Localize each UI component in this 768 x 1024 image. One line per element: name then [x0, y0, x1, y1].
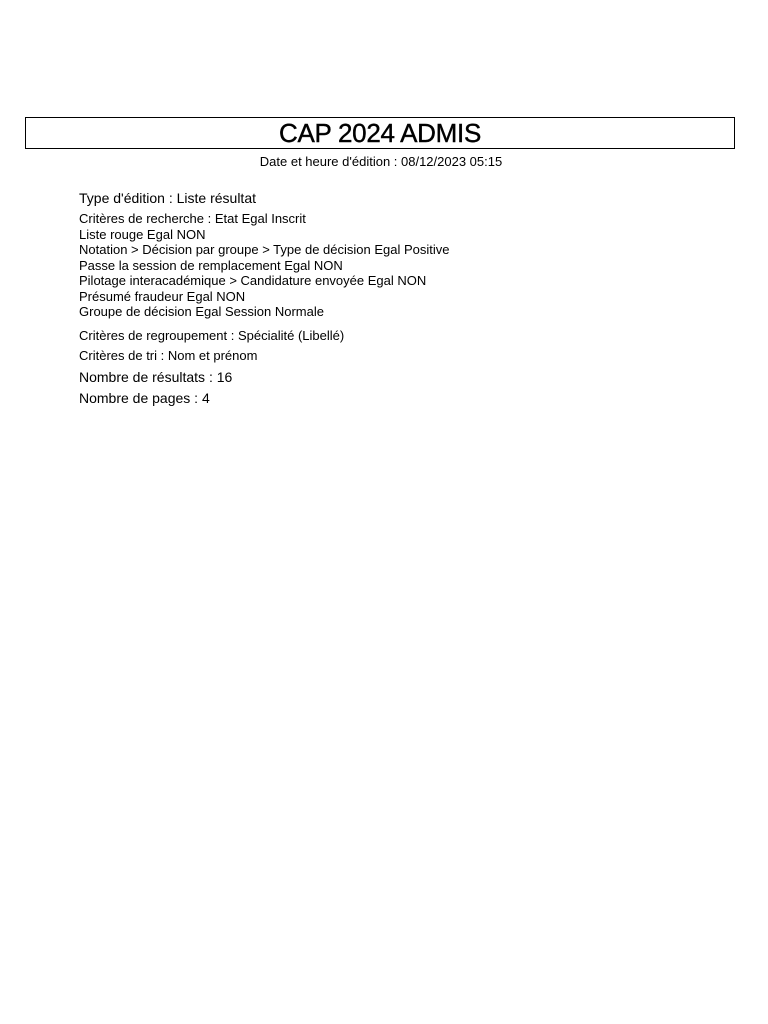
- document-content: [79, 190, 729, 407]
- title-box: [25, 117, 735, 149]
- grouping-criteria: Critères de regroupement : Spécialité (Libellé): [79, 327, 345, 343]
- search-criterion: Présumé fraudeur Egal NON: [79, 288, 246, 304]
- search-criterion: Liste rouge Egal NON: [79, 226, 206, 242]
- search-criterion: Pilotage interacadémique > Candidature envoyée Egal NON: [79, 273, 427, 288]
- search-criterion: Notation > Décision par groupe > Type de décision Egal Positive: [79, 242, 450, 257]
- search-criterion: Groupe de décision Egal Session Normale: [79, 304, 324, 319]
- edition-date: Date et heure d'édition : 08/12/2023 05:15: [259, 154, 503, 169]
- page-count: Nombre de pages : 4: [79, 389, 210, 406]
- document-title: CAP 2024 ADMIS: [279, 118, 481, 148]
- edition-type: Type d'édition : Liste résultat: [79, 190, 256, 206]
- sort-criteria: Critères de tri : Nom et prénom: [79, 348, 258, 363]
- search-criteria: [79, 211, 729, 320]
- result-count: Nombre de résultats : 16: [79, 368, 233, 385]
- search-criterion: Critères de recherche : Etat Egal Inscrit: [79, 211, 306, 226]
- search-criterion: Passe la session de remplacement Egal NON: [79, 257, 343, 273]
